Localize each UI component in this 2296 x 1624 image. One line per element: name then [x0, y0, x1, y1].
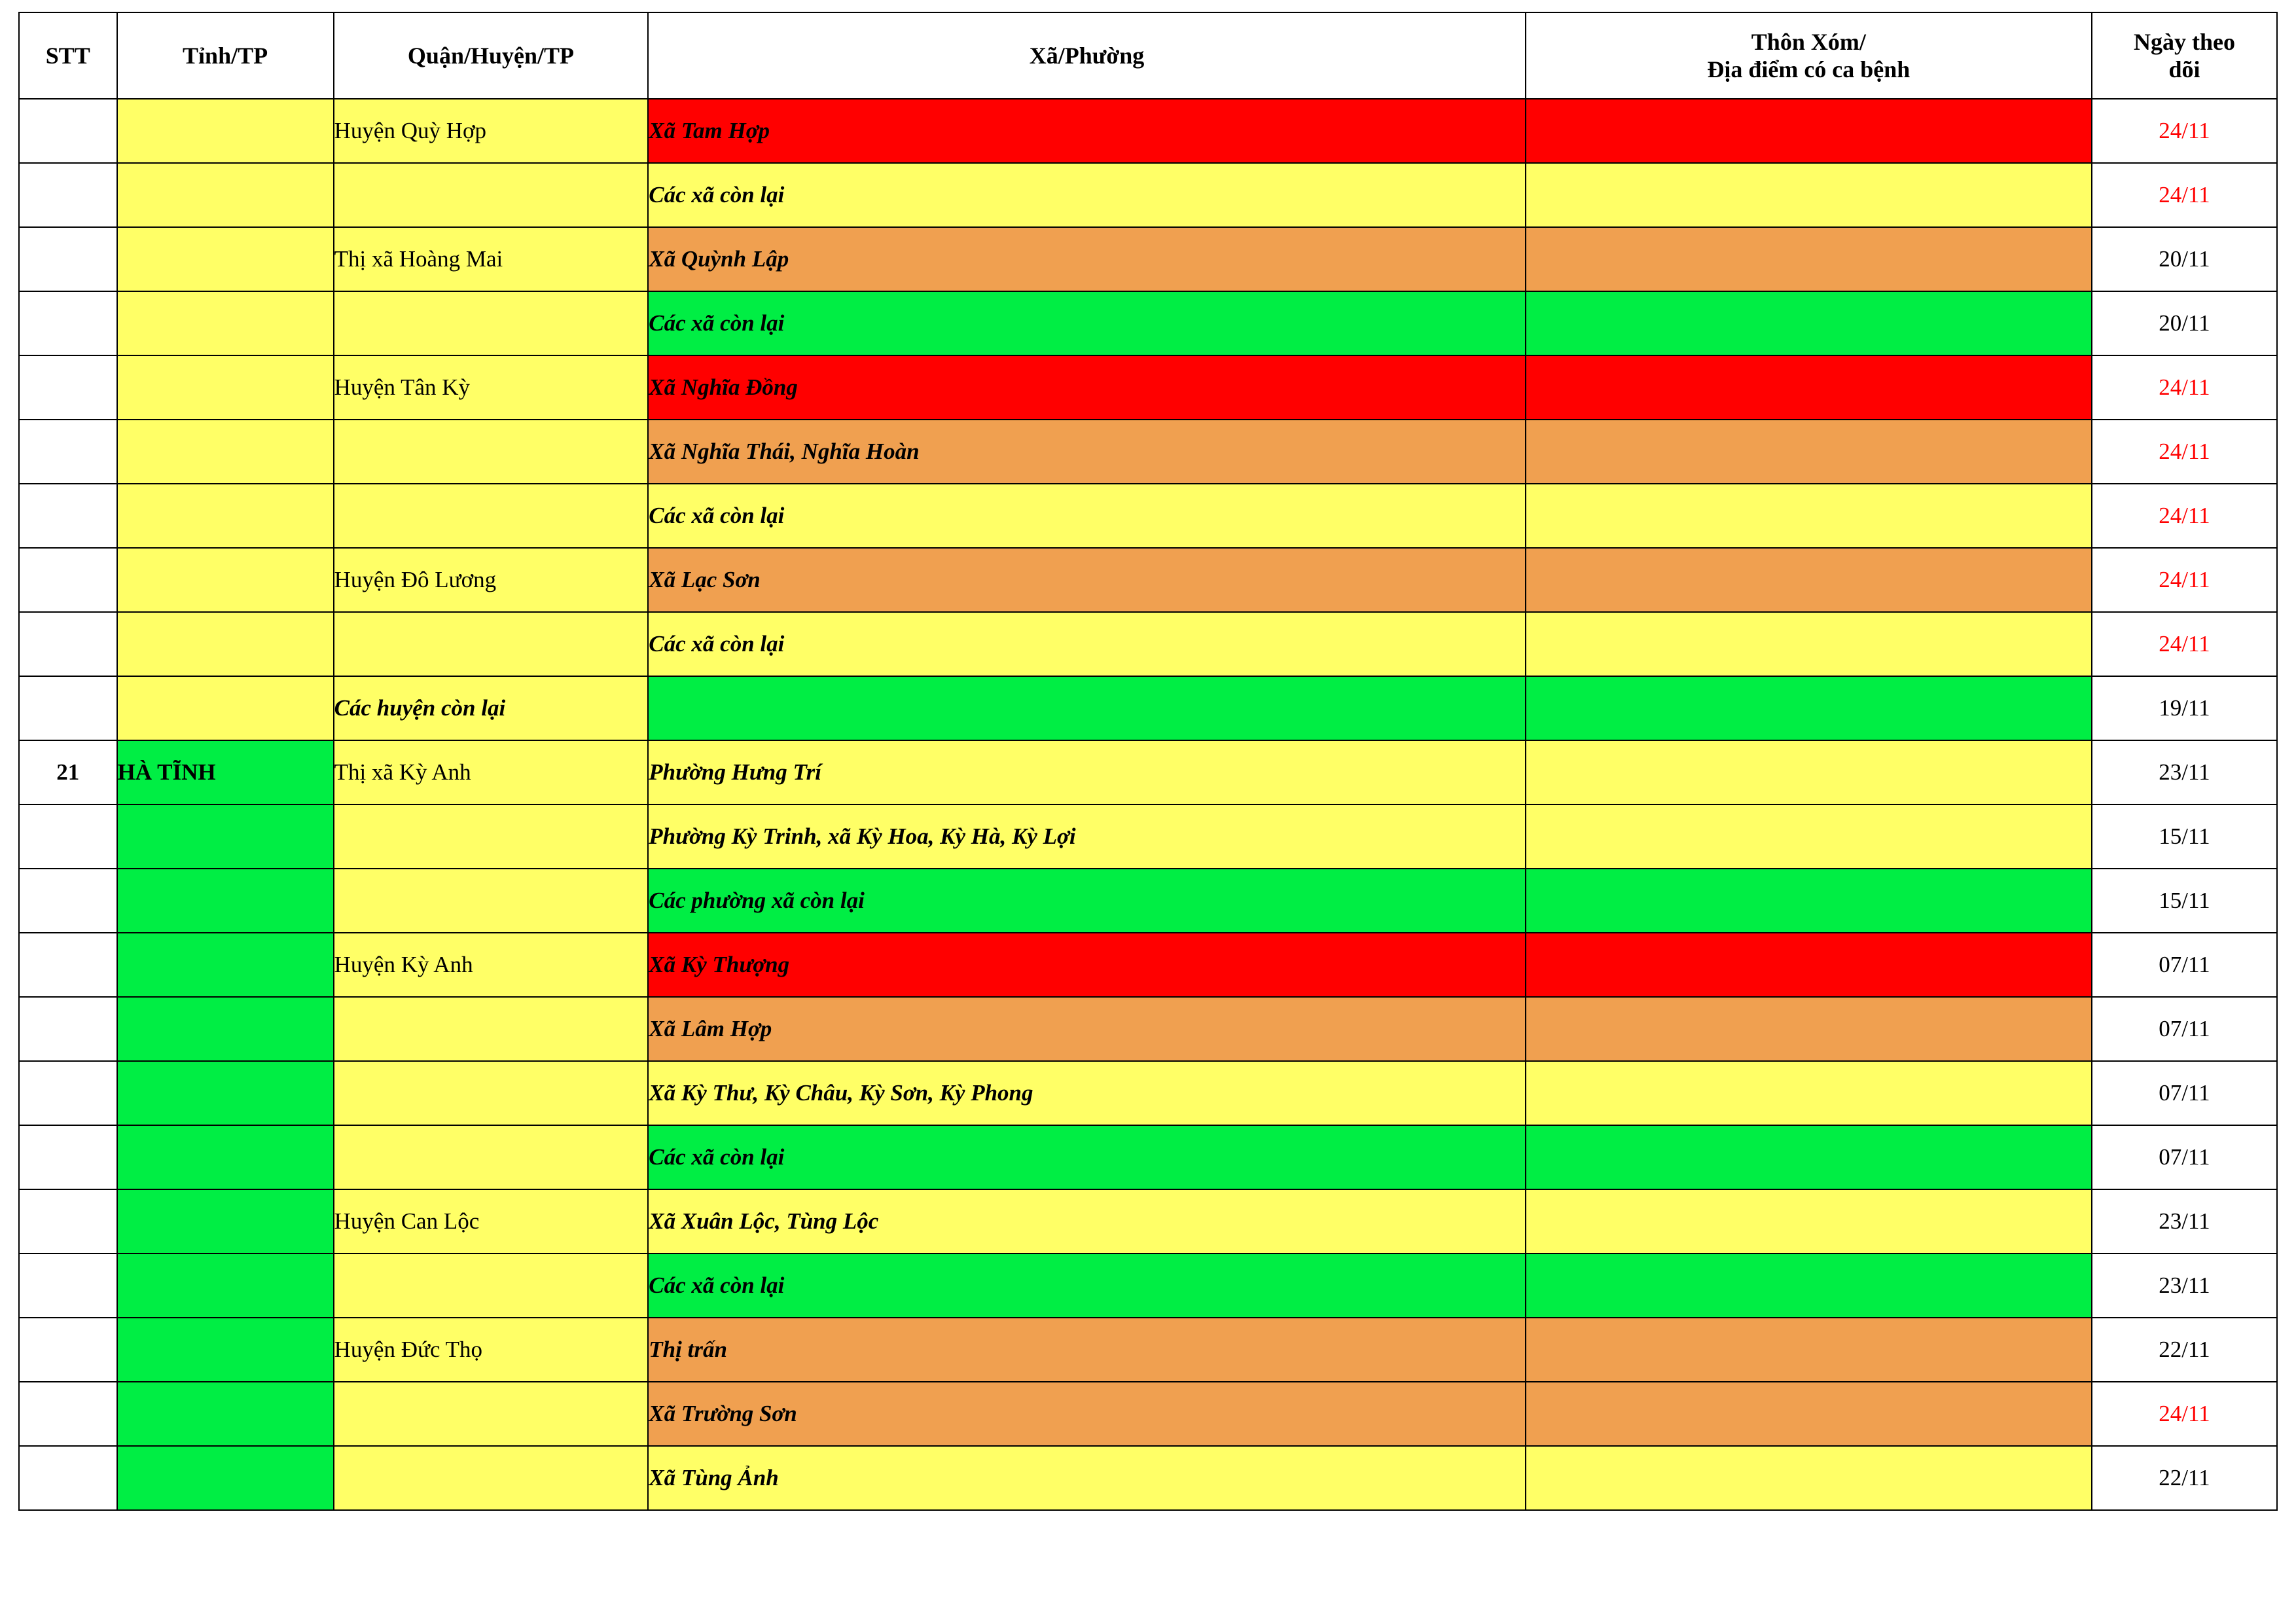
- cell-ward: Xã Kỳ Thư, Kỳ Châu, Kỳ Sơn, Kỳ Phong: [648, 1061, 1525, 1125]
- cell-ward: Xã Tùng Ảnh: [648, 1446, 1525, 1510]
- cell-district: [334, 612, 649, 676]
- cell-hamlet: [1526, 869, 2092, 933]
- cell-ward: Xã Trường Sơn: [648, 1382, 1525, 1446]
- table-row: [19, 99, 2277, 163]
- cell-province: [117, 933, 334, 997]
- cell-hamlet: [1526, 933, 2092, 997]
- cell-hamlet: [1526, 355, 2092, 420]
- cell-ward: Các xã còn lại: [648, 1125, 1525, 1189]
- cell-hamlet: [1526, 1125, 2092, 1189]
- cell-hamlet: [1526, 548, 2092, 612]
- cell-date: 15/11: [2092, 869, 2277, 933]
- cell-date: 22/11: [2092, 1446, 2277, 1510]
- cell-date: 23/11: [2092, 1254, 2277, 1318]
- header-date: [2092, 12, 2277, 99]
- cell-district: [334, 869, 649, 933]
- cell-stt: [19, 163, 117, 227]
- table-row: [19, 420, 2277, 484]
- cell-district: Huyện Tân Kỳ: [334, 355, 649, 420]
- cell-province: [117, 227, 334, 291]
- cell-province: [117, 1125, 334, 1189]
- cell-hamlet: [1526, 997, 2092, 1061]
- cell-district: Thị xã Kỳ Anh: [334, 740, 649, 804]
- cell-ward: Xã Xuân Lộc, Tùng Lộc: [648, 1189, 1525, 1254]
- table-row: [19, 869, 2277, 933]
- table-row: [19, 1446, 2277, 1510]
- cell-district: Huyện Đức Thọ: [334, 1318, 649, 1382]
- header-ward: Xã/Phường: [648, 12, 1525, 99]
- cell-province: [117, 676, 334, 740]
- cell-district: Huyện Can Lộc: [334, 1189, 649, 1254]
- cell-province: [117, 1446, 334, 1510]
- cell-stt: [19, 1318, 117, 1382]
- cell-ward: Xã Quỳnh Lập: [648, 227, 1525, 291]
- cell-province: HÀ TĨNH: [117, 740, 334, 804]
- cell-ward: Xã Lâm Hợp: [648, 997, 1525, 1061]
- cell-ward: Xã Nghĩa Đồng: [648, 355, 1525, 420]
- cell-ward: Phường Hưng Trí: [648, 740, 1525, 804]
- cell-stt: [19, 355, 117, 420]
- cell-stt: [19, 1061, 117, 1125]
- cell-district: [334, 1061, 649, 1125]
- cell-hamlet: [1526, 227, 2092, 291]
- cell-ward: Các xã còn lại: [648, 484, 1525, 548]
- cell-district: [334, 420, 649, 484]
- cell-district: [334, 291, 649, 355]
- cell-date: 19/11: [2092, 676, 2277, 740]
- table-row: [19, 1382, 2277, 1446]
- cell-province: [117, 997, 334, 1061]
- cell-hamlet: [1526, 612, 2092, 676]
- cell-district: [334, 1125, 649, 1189]
- cell-stt: [19, 420, 117, 484]
- table-row: [19, 1125, 2277, 1189]
- cell-province: [117, 804, 334, 869]
- cell-date: 24/11: [2092, 1382, 2277, 1446]
- cell-hamlet: [1526, 420, 2092, 484]
- cell-stt: [19, 548, 117, 612]
- cell-province: [117, 548, 334, 612]
- table-row: [19, 612, 2277, 676]
- cell-district: Thị xã Hoàng Mai: [334, 227, 649, 291]
- table-row: [19, 676, 2277, 740]
- cell-province: [117, 1189, 334, 1254]
- cell-date: 24/11: [2092, 548, 2277, 612]
- table-row: [19, 740, 2277, 804]
- cell-ward: Xã Lạc Sơn: [648, 548, 1525, 612]
- cell-date: 22/11: [2092, 1318, 2277, 1382]
- cell-date: 24/11: [2092, 484, 2277, 548]
- cell-hamlet: [1526, 291, 2092, 355]
- header-hamlet-line2: Địa điểm có ca bệnh: [1707, 56, 1910, 82]
- cell-date: 07/11: [2092, 997, 2277, 1061]
- cell-province: [117, 869, 334, 933]
- table-row: [19, 291, 2277, 355]
- cell-hamlet: [1526, 1382, 2092, 1446]
- header-stt: STT: [19, 12, 117, 99]
- table-row: [19, 227, 2277, 291]
- cell-date: 24/11: [2092, 163, 2277, 227]
- cell-province: [117, 1254, 334, 1318]
- cell-stt: [19, 1446, 117, 1510]
- cell-hamlet: [1526, 1446, 2092, 1510]
- cell-ward: Xã Tam Hợp: [648, 99, 1525, 163]
- cell-ward: Các phường xã còn lại: [648, 869, 1525, 933]
- cell-ward: Phường Kỳ Trinh, xã Kỳ Hoa, Kỳ Hà, Kỳ Lợi: [648, 804, 1525, 869]
- cell-province: [117, 1318, 334, 1382]
- cell-date: 23/11: [2092, 740, 2277, 804]
- cell-ward: Các xã còn lại: [648, 1254, 1525, 1318]
- table-row: [19, 355, 2277, 420]
- cell-district: [334, 1382, 649, 1446]
- cell-date: 20/11: [2092, 291, 2277, 355]
- cell-date: 24/11: [2092, 99, 2277, 163]
- header-date-line2: dõi: [2168, 56, 2200, 82]
- cell-district: [334, 163, 649, 227]
- cell-district: Huyện Quỳ Hợp: [334, 99, 649, 163]
- cell-hamlet: [1526, 1189, 2092, 1254]
- cell-province: [117, 355, 334, 420]
- cell-stt: [19, 1189, 117, 1254]
- cell-stt: 21: [19, 740, 117, 804]
- cell-stt: [19, 676, 117, 740]
- cell-province: [117, 484, 334, 548]
- cell-province: [117, 420, 334, 484]
- cell-province: [117, 291, 334, 355]
- cell-date: 24/11: [2092, 355, 2277, 420]
- cell-district: Huyện Đô Lương: [334, 548, 649, 612]
- header-date-line1: Ngày theo: [2133, 28, 2235, 55]
- cell-date: 07/11: [2092, 1061, 2277, 1125]
- table-row: [19, 997, 2277, 1061]
- header-district: Quận/Huyện/TP: [334, 12, 649, 99]
- cell-hamlet: [1526, 740, 2092, 804]
- cell-stt: [19, 804, 117, 869]
- cell-stt: [19, 227, 117, 291]
- cell-district: [334, 484, 649, 548]
- table-row: [19, 804, 2277, 869]
- cell-stt: [19, 484, 117, 548]
- cell-date: 07/11: [2092, 933, 2277, 997]
- cell-district: Các huyện còn lại: [334, 676, 649, 740]
- table-row: [19, 163, 2277, 227]
- covid-risk-level-table: [18, 12, 2278, 1511]
- cell-hamlet: [1526, 676, 2092, 740]
- cell-district: [334, 997, 649, 1061]
- table-row: [19, 1254, 2277, 1318]
- header-hamlet: [1526, 12, 2092, 99]
- header-province: Tỉnh/TP: [117, 12, 334, 99]
- cell-stt: [19, 997, 117, 1061]
- table-row: [19, 933, 2277, 997]
- cell-district: [334, 1446, 649, 1510]
- cell-province: [117, 163, 334, 227]
- cell-hamlet: [1526, 1254, 2092, 1318]
- table-row: [19, 1189, 2277, 1254]
- cell-ward: Các xã còn lại: [648, 291, 1525, 355]
- cell-stt: [19, 612, 117, 676]
- cell-date: 07/11: [2092, 1125, 2277, 1189]
- cell-hamlet: [1526, 1061, 2092, 1125]
- cell-ward: Các xã còn lại: [648, 163, 1525, 227]
- cell-hamlet: [1526, 484, 2092, 548]
- cell-hamlet: [1526, 163, 2092, 227]
- cell-province: [117, 1382, 334, 1446]
- cell-stt: [19, 933, 117, 997]
- table-body: [19, 99, 2277, 1510]
- cell-ward: Thị trấn: [648, 1318, 1525, 1382]
- cell-province: [117, 612, 334, 676]
- table-row: [19, 1061, 2277, 1125]
- table-row: [19, 484, 2277, 548]
- table-row: [19, 1318, 2277, 1382]
- cell-ward: Xã Nghĩa Thái, Nghĩa Hoàn: [648, 420, 1525, 484]
- cell-ward: Các xã còn lại: [648, 612, 1525, 676]
- cell-stt: [19, 869, 117, 933]
- cell-hamlet: [1526, 804, 2092, 869]
- cell-stt: [19, 1254, 117, 1318]
- cell-stt: [19, 99, 117, 163]
- cell-province: [117, 1061, 334, 1125]
- cell-district: [334, 1254, 649, 1318]
- cell-district: [334, 804, 649, 869]
- cell-province: [117, 99, 334, 163]
- cell-stt: [19, 1382, 117, 1446]
- cell-hamlet: [1526, 1318, 2092, 1382]
- table-row: [19, 548, 2277, 612]
- cell-date: 15/11: [2092, 804, 2277, 869]
- cell-date: 24/11: [2092, 420, 2277, 484]
- cell-date: 24/11: [2092, 612, 2277, 676]
- cell-date: 23/11: [2092, 1189, 2277, 1254]
- cell-ward: Xã Kỳ Thượng: [648, 933, 1525, 997]
- cell-district: Huyện Kỳ Anh: [334, 933, 649, 997]
- header-row: [19, 12, 2277, 99]
- cell-date: 20/11: [2092, 227, 2277, 291]
- cell-hamlet: [1526, 99, 2092, 163]
- table-header: [19, 12, 2277, 99]
- cell-ward: [648, 676, 1525, 740]
- header-hamlet-line1: Thôn Xóm/: [1751, 28, 1866, 55]
- cell-stt: [19, 1125, 117, 1189]
- cell-stt: [19, 291, 117, 355]
